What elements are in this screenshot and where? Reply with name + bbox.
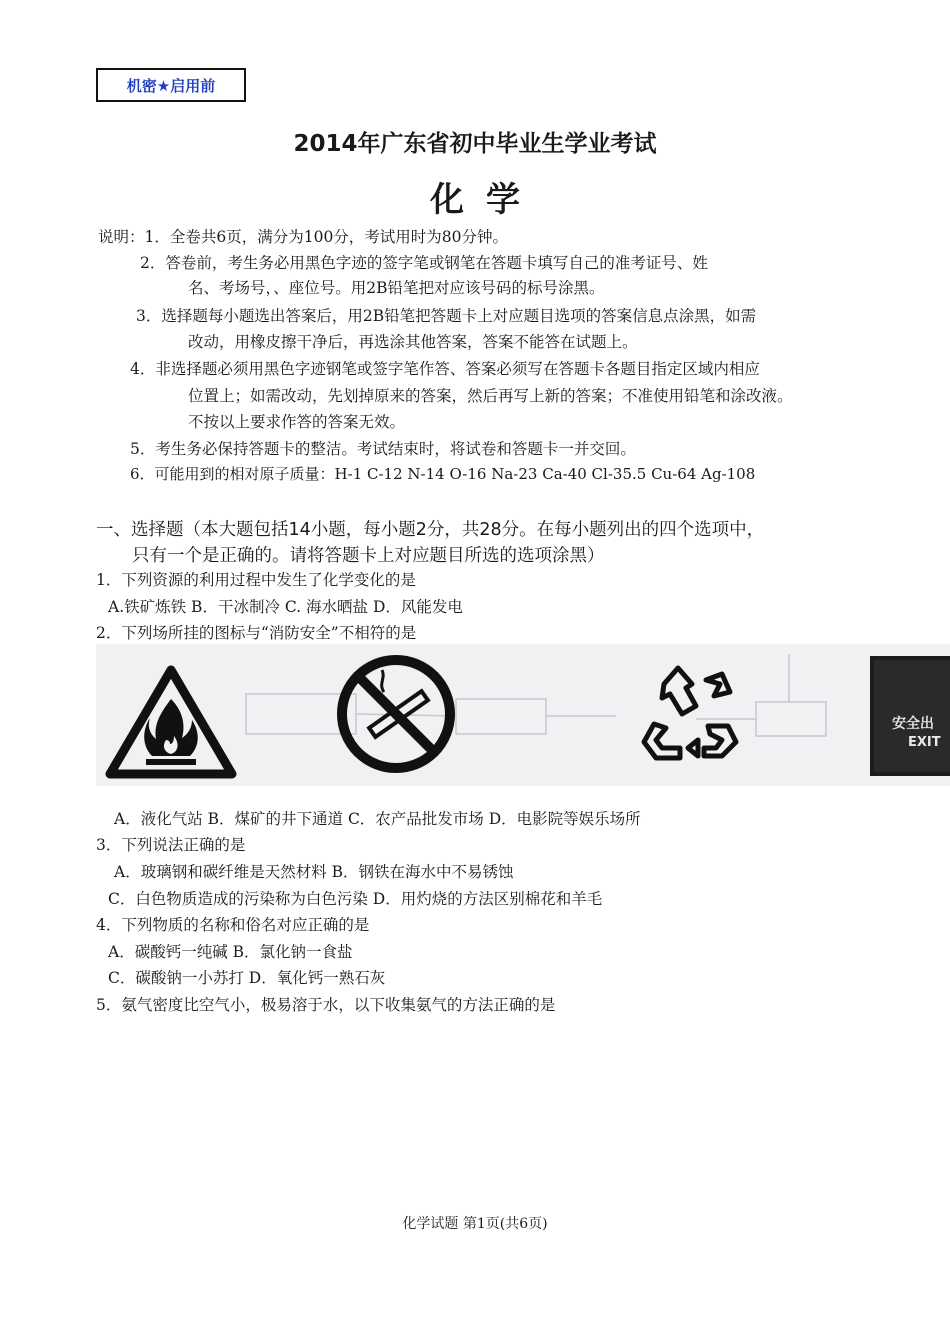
instruction-3: 3．选择题每小题选出答案后，用2B铅笔把答题卡上对应题目选项的答案信息点涂黑，如需 [136,307,757,325]
page-footer: 化学试题 第1页(共6页) [402,1216,548,1232]
section-heading-cont: 只有一个是正确的。请将答题卡上对应题目所选的选项涂黑） [132,546,605,566]
question-1: 1．下列资源的利用过程中发生了化学变化的是 [96,571,416,589]
question-3: 3．下列说法正确的是 [96,836,246,854]
exam-title: 2014年广东省初中毕业生学业考试 [293,131,657,157]
flammable-warning-icon [110,670,232,774]
safety-signs-image [96,644,950,786]
recycle-icon [644,668,736,758]
exit-sign-cn: 安全出 [892,716,934,732]
exit-sign-en: EXIT [908,735,941,750]
instruction-4: 4．非选择题必须用黑色字迹钢笔或签字笔作答、答案必须写在答题卡各题目指定区域内相应 [130,360,760,378]
subject-title: 化学 [430,180,542,220]
question-5: 5．氨气密度比空气小，极易溶于水，以下收集氨气的方法正确的是 [96,996,556,1014]
instruction-2-cont: 名、考场号，、座位号。用2B铅笔把对应该号码的标号涂黑。 [188,279,605,297]
instruction-2: 2．答卷前，考生务必用黑色字迹的签字笔或钢笔在答题卡填写自己的准考证号、姓 [140,254,708,272]
question-4-options-ab: A．碳酸钙一纯碱 B．氯化钠一食盐 [108,943,353,961]
instruction-4-cont: 位置上；如需改动，先划掉原来的答案，然后再写上新的答案；不准使用铅笔和涂改液。 [188,387,793,405]
section-heading: 一、选择题（本大题包括14小题，每小题2分，共28分。在每小题列出的四个选项中， [96,520,765,540]
instruction-3-cont: 改动，用橡皮擦干净后，再选涂其他答案，答案不能答在试题上。 [188,333,638,351]
confidential-stamp: 机密★启用前 [96,68,246,102]
question-4: 4．下列物质的名称和俗名对应正确的是 [96,916,370,934]
question-2-options: A．液化气站 B．煤矿的井下通道 C．农产品批发市场 D．电影院等娱乐场所 [114,810,641,828]
instruction-5: 5．考生务必保持答题卡的整洁。考试结束时，将试卷和答题卡一并交回。 [130,440,636,458]
question-3-options-cd: C．白色物质造成的污染称为白色污染 D．用灼烧的方法区别棉花和羊毛 [108,890,603,908]
question-4-options-cd: C．碳酸钠一小苏打 D．氧化钙一熟石灰 [108,969,386,987]
instruction-1: 说明：1．全卷共6页，满分为100分，考试用时为80分钟。 [98,228,509,246]
exit-sign-icon [870,656,950,776]
question-3-options-ab: A．玻璃钢和碳纤维是天然材料 B．钢铁在海水中不易锈蚀 [114,863,514,881]
question-1-options: A.铁矿炼铁 B．干冰制冷 C. 海水晒盐 D．风能发电 [108,598,463,616]
instruction-6: 6．可能用到的相对原子质量：H-1 C-12 N-14 O-16 Na-23 Ca-40 Cl-35.5 Cu-64 Ag-108 [130,465,756,483]
instruction-4-cont2: 不按以上要求作答的答案无效。 [188,413,406,431]
question-2: 2．下列场所挂的图标与“消防安全”不相符的是 [96,624,417,642]
